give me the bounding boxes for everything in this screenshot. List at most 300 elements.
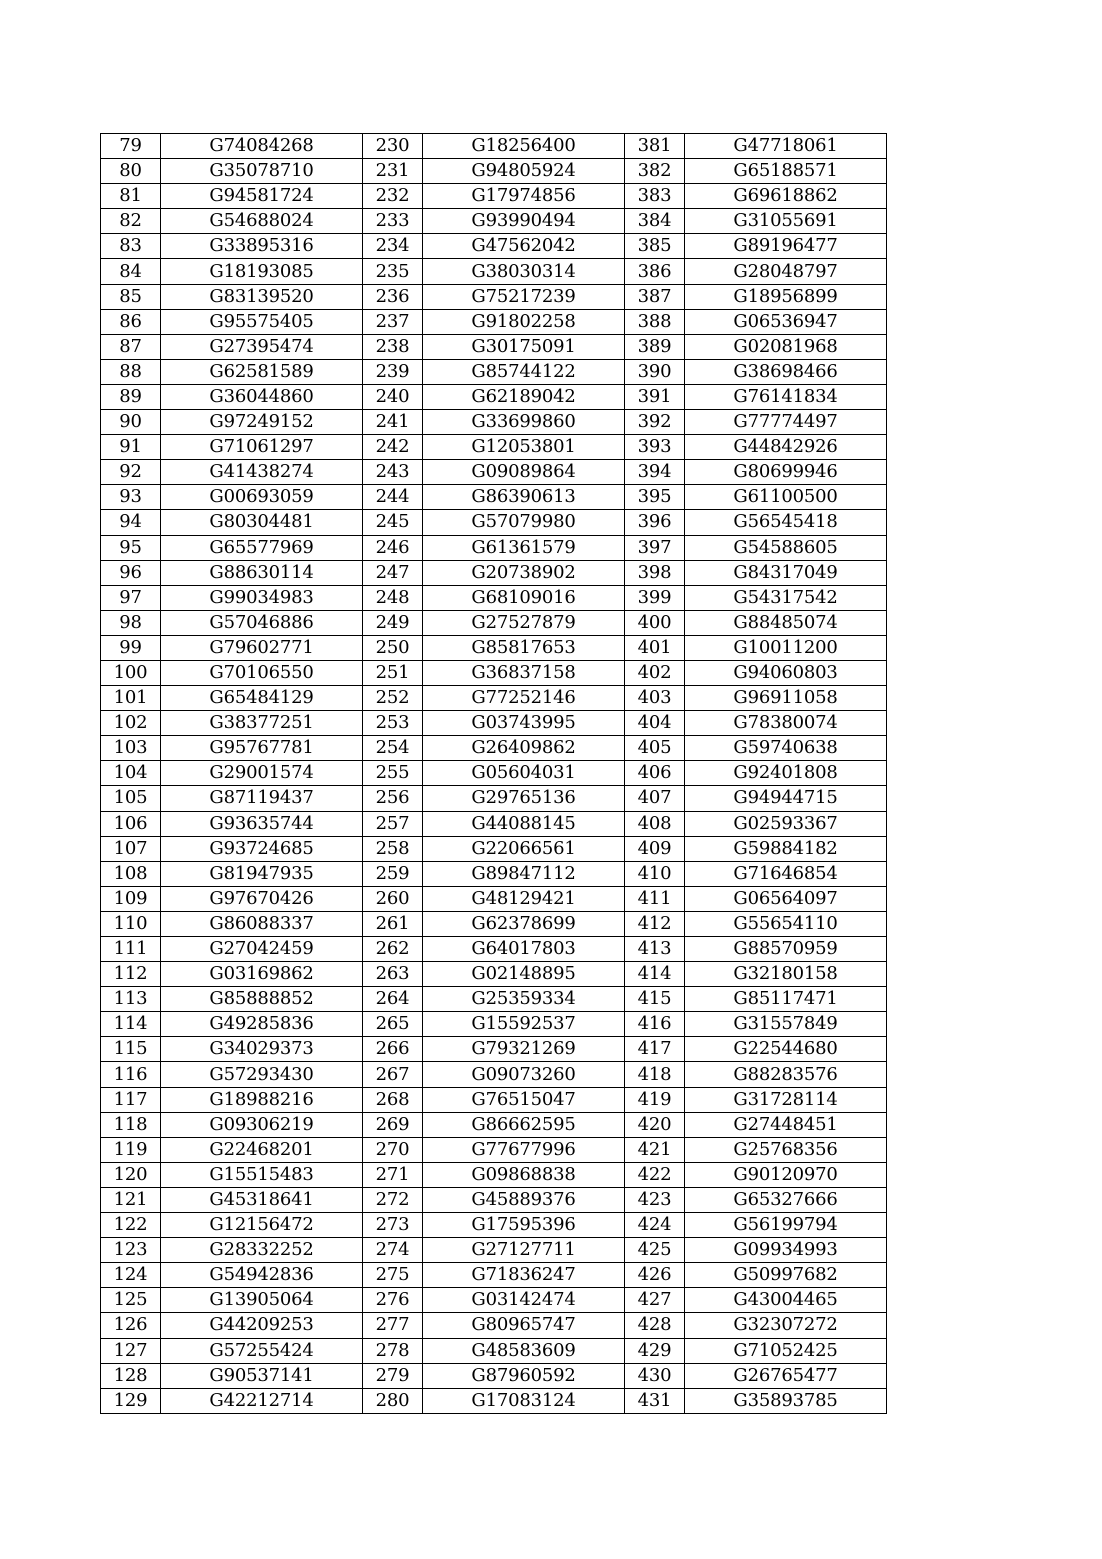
code-cell: G44209253	[161, 1313, 363, 1338]
index-cell: 275	[363, 1263, 423, 1288]
index-cell: 257	[363, 811, 423, 836]
code-cell: G79602771	[161, 635, 363, 660]
index-cell: 120	[101, 1162, 161, 1187]
index-cell: 273	[363, 1213, 423, 1238]
index-cell: 93	[101, 485, 161, 510]
table-row	[101, 1087, 887, 1112]
code-cell: G31728114	[685, 1087, 887, 1112]
code-cell: G26409862	[423, 736, 625, 761]
index-cell: 240	[363, 384, 423, 409]
table-row	[101, 535, 887, 560]
code-cell: G87960592	[423, 1363, 625, 1388]
index-cell: 394	[625, 460, 685, 485]
code-cell: G84317049	[685, 560, 887, 585]
code-cell: G68109016	[423, 585, 625, 610]
code-cell: G35893785	[685, 1388, 887, 1413]
code-cell: G45889376	[423, 1187, 625, 1212]
code-cell: G83139520	[161, 284, 363, 309]
code-cell: G09934993	[685, 1238, 887, 1263]
table-row	[101, 284, 887, 309]
code-cell: G94581724	[161, 184, 363, 209]
index-cell: 426	[625, 1263, 685, 1288]
table-row	[101, 159, 887, 184]
index-cell: 395	[625, 485, 685, 510]
index-cell: 399	[625, 585, 685, 610]
index-cell: 122	[101, 1213, 161, 1238]
code-cell: G62378699	[423, 911, 625, 936]
code-cell: G45318641	[161, 1187, 363, 1212]
index-cell: 421	[625, 1137, 685, 1162]
code-cell: G36044860	[161, 384, 363, 409]
code-cell: G65188571	[685, 159, 887, 184]
index-cell: 234	[363, 234, 423, 259]
table-row	[101, 911, 887, 936]
index-cell: 410	[625, 861, 685, 886]
code-cell: G71836247	[423, 1263, 625, 1288]
index-cell: 391	[625, 384, 685, 409]
table-row	[101, 334, 887, 359]
index-cell: 90	[101, 410, 161, 435]
code-cell: G49285836	[161, 1012, 363, 1037]
code-cell: G55654110	[685, 911, 887, 936]
index-cell: 401	[625, 635, 685, 660]
code-cell: G88485074	[685, 610, 887, 635]
table-row	[101, 1112, 887, 1137]
index-cell: 383	[625, 184, 685, 209]
code-cell: G33895316	[161, 234, 363, 259]
index-cell: 232	[363, 184, 423, 209]
table-row	[101, 1187, 887, 1212]
table-row	[101, 234, 887, 259]
table-body	[101, 134, 887, 1414]
code-cell: G02593367	[685, 811, 887, 836]
table-row	[101, 1137, 887, 1162]
table-row	[101, 861, 887, 886]
code-cell: G69618862	[685, 184, 887, 209]
index-cell: 118	[101, 1112, 161, 1137]
code-cell: G27527879	[423, 610, 625, 635]
table-row	[101, 886, 887, 911]
code-cell: G03743995	[423, 711, 625, 736]
code-cell: G35078710	[161, 159, 363, 184]
table-row	[101, 134, 887, 159]
index-cell: 262	[363, 937, 423, 962]
code-cell: G59740638	[685, 736, 887, 761]
index-cell: 110	[101, 911, 161, 936]
index-cell: 87	[101, 334, 161, 359]
code-cell: G75217239	[423, 284, 625, 309]
code-cell: G61361579	[423, 535, 625, 560]
index-cell: 105	[101, 786, 161, 811]
code-cell: G50997682	[685, 1263, 887, 1288]
code-cell: G00693059	[161, 485, 363, 510]
code-cell: G92401808	[685, 761, 887, 786]
index-cell: 419	[625, 1087, 685, 1112]
code-cell: G43004465	[685, 1288, 887, 1313]
code-cell: G87119437	[161, 786, 363, 811]
index-cell: 123	[101, 1238, 161, 1263]
index-cell: 392	[625, 410, 685, 435]
index-cell: 119	[101, 1137, 161, 1162]
code-cell: G48129421	[423, 886, 625, 911]
code-cell: G42212714	[161, 1388, 363, 1413]
index-cell: 101	[101, 686, 161, 711]
index-cell: 100	[101, 660, 161, 685]
code-cell: G15515483	[161, 1162, 363, 1187]
index-cell: 402	[625, 660, 685, 685]
code-cell: G36837158	[423, 660, 625, 685]
index-cell: 429	[625, 1338, 685, 1363]
table-row	[101, 359, 887, 384]
table-row	[101, 711, 887, 736]
code-cell: G85117471	[685, 987, 887, 1012]
index-cell: 424	[625, 1213, 685, 1238]
code-cell: G26765477	[685, 1363, 887, 1388]
code-cell: G94944715	[685, 786, 887, 811]
index-cell: 85	[101, 284, 161, 309]
index-cell: 248	[363, 585, 423, 610]
code-cell: G65484129	[161, 686, 363, 711]
index-cell: 430	[625, 1363, 685, 1388]
index-cell: 422	[625, 1162, 685, 1187]
index-cell: 106	[101, 811, 161, 836]
code-cell: G76515047	[423, 1087, 625, 1112]
index-cell: 258	[363, 836, 423, 861]
table-row	[101, 585, 887, 610]
index-cell: 388	[625, 309, 685, 334]
table-row	[101, 660, 887, 685]
index-cell: 97	[101, 585, 161, 610]
index-cell: 103	[101, 736, 161, 761]
code-cell: G27042459	[161, 937, 363, 962]
code-cell: G80699946	[685, 460, 887, 485]
table-row	[101, 811, 887, 836]
index-cell: 431	[625, 1388, 685, 1413]
index-cell: 125	[101, 1288, 161, 1313]
index-cell: 256	[363, 786, 423, 811]
index-cell: 425	[625, 1238, 685, 1263]
code-cell: G47718061	[685, 134, 887, 159]
index-cell: 233	[363, 209, 423, 234]
index-cell: 94	[101, 510, 161, 535]
code-cell: G85817653	[423, 635, 625, 660]
index-cell: 109	[101, 886, 161, 911]
index-cell: 241	[363, 410, 423, 435]
code-cell: G33699860	[423, 410, 625, 435]
index-cell: 104	[101, 761, 161, 786]
index-cell: 264	[363, 987, 423, 1012]
table-row	[101, 1238, 887, 1263]
code-cell: G57079980	[423, 510, 625, 535]
index-cell: 279	[363, 1363, 423, 1388]
code-cell: G79321269	[423, 1037, 625, 1062]
code-cell: G38030314	[423, 259, 625, 284]
index-cell: 111	[101, 937, 161, 962]
table-row	[101, 410, 887, 435]
index-cell: 407	[625, 786, 685, 811]
index-cell: 231	[363, 159, 423, 184]
table-row	[101, 635, 887, 660]
index-cell: 416	[625, 1012, 685, 1037]
code-cell: G18956899	[685, 284, 887, 309]
index-cell: 253	[363, 711, 423, 736]
code-cell: G57293430	[161, 1062, 363, 1087]
code-cell: G88283576	[685, 1062, 887, 1087]
index-cell: 413	[625, 937, 685, 962]
code-cell: G77252146	[423, 686, 625, 711]
index-cell: 427	[625, 1288, 685, 1313]
code-cell: G77677996	[423, 1137, 625, 1162]
code-cell: G48583609	[423, 1338, 625, 1363]
table-row	[101, 1363, 887, 1388]
code-cell: G62581589	[161, 359, 363, 384]
code-cell: G89196477	[685, 234, 887, 259]
code-cell: G88570959	[685, 937, 887, 962]
code-cell: G78380074	[685, 711, 887, 736]
code-cell: G27127711	[423, 1238, 625, 1263]
index-cell: 245	[363, 510, 423, 535]
code-cell: G95767781	[161, 736, 363, 761]
index-cell: 272	[363, 1187, 423, 1212]
code-cell: G54588605	[685, 535, 887, 560]
table-row	[101, 309, 887, 334]
index-cell: 390	[625, 359, 685, 384]
code-cell: G31557849	[685, 1012, 887, 1037]
index-cell: 266	[363, 1037, 423, 1062]
code-cell: G93635744	[161, 811, 363, 836]
index-cell: 269	[363, 1112, 423, 1137]
table-row	[101, 1313, 887, 1338]
index-cell: 406	[625, 761, 685, 786]
index-cell: 270	[363, 1137, 423, 1162]
code-cell: G97670426	[161, 886, 363, 911]
code-cell: G22544680	[685, 1037, 887, 1062]
code-cell: G05604031	[423, 761, 625, 786]
code-cell: G15592537	[423, 1012, 625, 1037]
index-cell: 254	[363, 736, 423, 761]
code-cell: G94805924	[423, 159, 625, 184]
index-cell: 278	[363, 1338, 423, 1363]
table-row	[101, 786, 887, 811]
code-cell: G89847112	[423, 861, 625, 886]
index-cell: 116	[101, 1062, 161, 1087]
index-cell: 86	[101, 309, 161, 334]
index-cell: 263	[363, 962, 423, 987]
table-row	[101, 1263, 887, 1288]
index-cell: 267	[363, 1062, 423, 1087]
code-table	[100, 133, 887, 1414]
table-row	[101, 435, 887, 460]
index-cell: 239	[363, 359, 423, 384]
table-row	[101, 209, 887, 234]
code-cell: G06564097	[685, 886, 887, 911]
index-cell: 126	[101, 1313, 161, 1338]
code-cell: G25768356	[685, 1137, 887, 1162]
index-cell: 408	[625, 811, 685, 836]
code-cell: G34029373	[161, 1037, 363, 1062]
table-row	[101, 836, 887, 861]
index-cell: 127	[101, 1338, 161, 1363]
code-cell: G09089864	[423, 460, 625, 485]
index-cell: 113	[101, 987, 161, 1012]
code-cell: G38377251	[161, 711, 363, 736]
index-cell: 91	[101, 435, 161, 460]
table-row	[101, 1037, 887, 1062]
code-cell: G85888852	[161, 987, 363, 1012]
code-cell: G57046886	[161, 610, 363, 635]
code-cell: G54942836	[161, 1263, 363, 1288]
index-cell: 386	[625, 259, 685, 284]
index-cell: 420	[625, 1112, 685, 1137]
index-cell: 250	[363, 635, 423, 660]
table-row	[101, 259, 887, 284]
code-cell: G90537141	[161, 1363, 363, 1388]
code-cell: G97249152	[161, 410, 363, 435]
index-cell: 415	[625, 987, 685, 1012]
index-cell: 95	[101, 535, 161, 560]
index-cell: 261	[363, 911, 423, 936]
index-cell: 423	[625, 1187, 685, 1212]
code-cell: G88630114	[161, 560, 363, 585]
index-cell: 98	[101, 610, 161, 635]
code-cell: G25359334	[423, 987, 625, 1012]
code-cell: G54317542	[685, 585, 887, 610]
code-cell: G02148895	[423, 962, 625, 987]
table-row	[101, 610, 887, 635]
code-cell: G64017803	[423, 937, 625, 962]
table-row	[101, 560, 887, 585]
code-cell: G44088145	[423, 811, 625, 836]
code-cell: G57255424	[161, 1338, 363, 1363]
code-cell: G29765136	[423, 786, 625, 811]
index-cell: 80	[101, 159, 161, 184]
code-cell: G22468201	[161, 1137, 363, 1162]
code-cell: G56545418	[685, 510, 887, 535]
index-cell: 107	[101, 836, 161, 861]
code-cell: G93990494	[423, 209, 625, 234]
code-cell: G32180158	[685, 962, 887, 987]
code-cell: G29001574	[161, 761, 363, 786]
table-row	[101, 384, 887, 409]
code-cell: G80304481	[161, 510, 363, 535]
code-cell: G44842926	[685, 435, 887, 460]
code-cell: G94060803	[685, 660, 887, 685]
code-cell: G77774497	[685, 410, 887, 435]
code-cell: G71052425	[685, 1338, 887, 1363]
index-cell: 251	[363, 660, 423, 685]
index-cell: 393	[625, 435, 685, 460]
code-cell: G65327666	[685, 1187, 887, 1212]
table-row	[101, 510, 887, 535]
index-cell: 259	[363, 861, 423, 886]
index-cell: 387	[625, 284, 685, 309]
index-cell: 277	[363, 1313, 423, 1338]
code-cell: G27448451	[685, 1112, 887, 1137]
index-cell: 403	[625, 686, 685, 711]
index-cell: 252	[363, 686, 423, 711]
code-cell: G22066561	[423, 836, 625, 861]
index-cell: 389	[625, 334, 685, 359]
index-cell: 411	[625, 886, 685, 911]
index-cell: 405	[625, 736, 685, 761]
index-cell: 268	[363, 1087, 423, 1112]
code-cell: G10011200	[685, 635, 887, 660]
code-cell: G86088337	[161, 911, 363, 936]
table-row	[101, 1338, 887, 1363]
index-cell: 82	[101, 209, 161, 234]
index-cell: 246	[363, 535, 423, 560]
code-cell: G74084268	[161, 134, 363, 159]
code-cell: G71646854	[685, 861, 887, 886]
code-cell: G32307272	[685, 1313, 887, 1338]
table-row	[101, 1062, 887, 1087]
index-cell: 121	[101, 1187, 161, 1212]
index-cell: 381	[625, 134, 685, 159]
table-row	[101, 1213, 887, 1238]
index-cell: 99	[101, 635, 161, 660]
code-cell: G03142474	[423, 1288, 625, 1313]
code-cell: G56199794	[685, 1213, 887, 1238]
code-cell: G95575405	[161, 309, 363, 334]
index-cell: 398	[625, 560, 685, 585]
table-row	[101, 736, 887, 761]
table-row	[101, 1162, 887, 1187]
code-cell: G71061297	[161, 435, 363, 460]
code-cell: G90120970	[685, 1162, 887, 1187]
index-cell: 260	[363, 886, 423, 911]
code-cell: G31055691	[685, 209, 887, 234]
code-cell: G28332252	[161, 1238, 363, 1263]
index-cell: 242	[363, 435, 423, 460]
code-cell: G02081968	[685, 334, 887, 359]
index-cell: 428	[625, 1313, 685, 1338]
code-cell: G28048797	[685, 259, 887, 284]
code-cell: G17595396	[423, 1213, 625, 1238]
code-cell: G86390613	[423, 485, 625, 510]
code-cell: G03169862	[161, 962, 363, 987]
index-cell: 88	[101, 359, 161, 384]
index-cell: 238	[363, 334, 423, 359]
code-cell: G12156472	[161, 1213, 363, 1238]
index-cell: 276	[363, 1288, 423, 1313]
code-cell: G18256400	[423, 134, 625, 159]
index-cell: 237	[363, 309, 423, 334]
table-row	[101, 1388, 887, 1413]
index-cell: 255	[363, 761, 423, 786]
index-cell: 247	[363, 560, 423, 585]
code-cell: G80965747	[423, 1313, 625, 1338]
index-cell: 81	[101, 184, 161, 209]
index-cell: 243	[363, 460, 423, 485]
index-cell: 385	[625, 234, 685, 259]
index-cell: 124	[101, 1263, 161, 1288]
table-row	[101, 686, 887, 711]
table-row	[101, 460, 887, 485]
table-row	[101, 1012, 887, 1037]
index-cell: 102	[101, 711, 161, 736]
index-cell: 384	[625, 209, 685, 234]
index-cell: 230	[363, 134, 423, 159]
index-cell: 114	[101, 1012, 161, 1037]
code-cell: G09073260	[423, 1062, 625, 1087]
code-cell: G61100500	[685, 485, 887, 510]
code-cell: G06536947	[685, 309, 887, 334]
index-cell: 412	[625, 911, 685, 936]
code-cell: G17974856	[423, 184, 625, 209]
index-cell: 414	[625, 962, 685, 987]
code-cell: G47562042	[423, 234, 625, 259]
code-cell: G18988216	[161, 1087, 363, 1112]
